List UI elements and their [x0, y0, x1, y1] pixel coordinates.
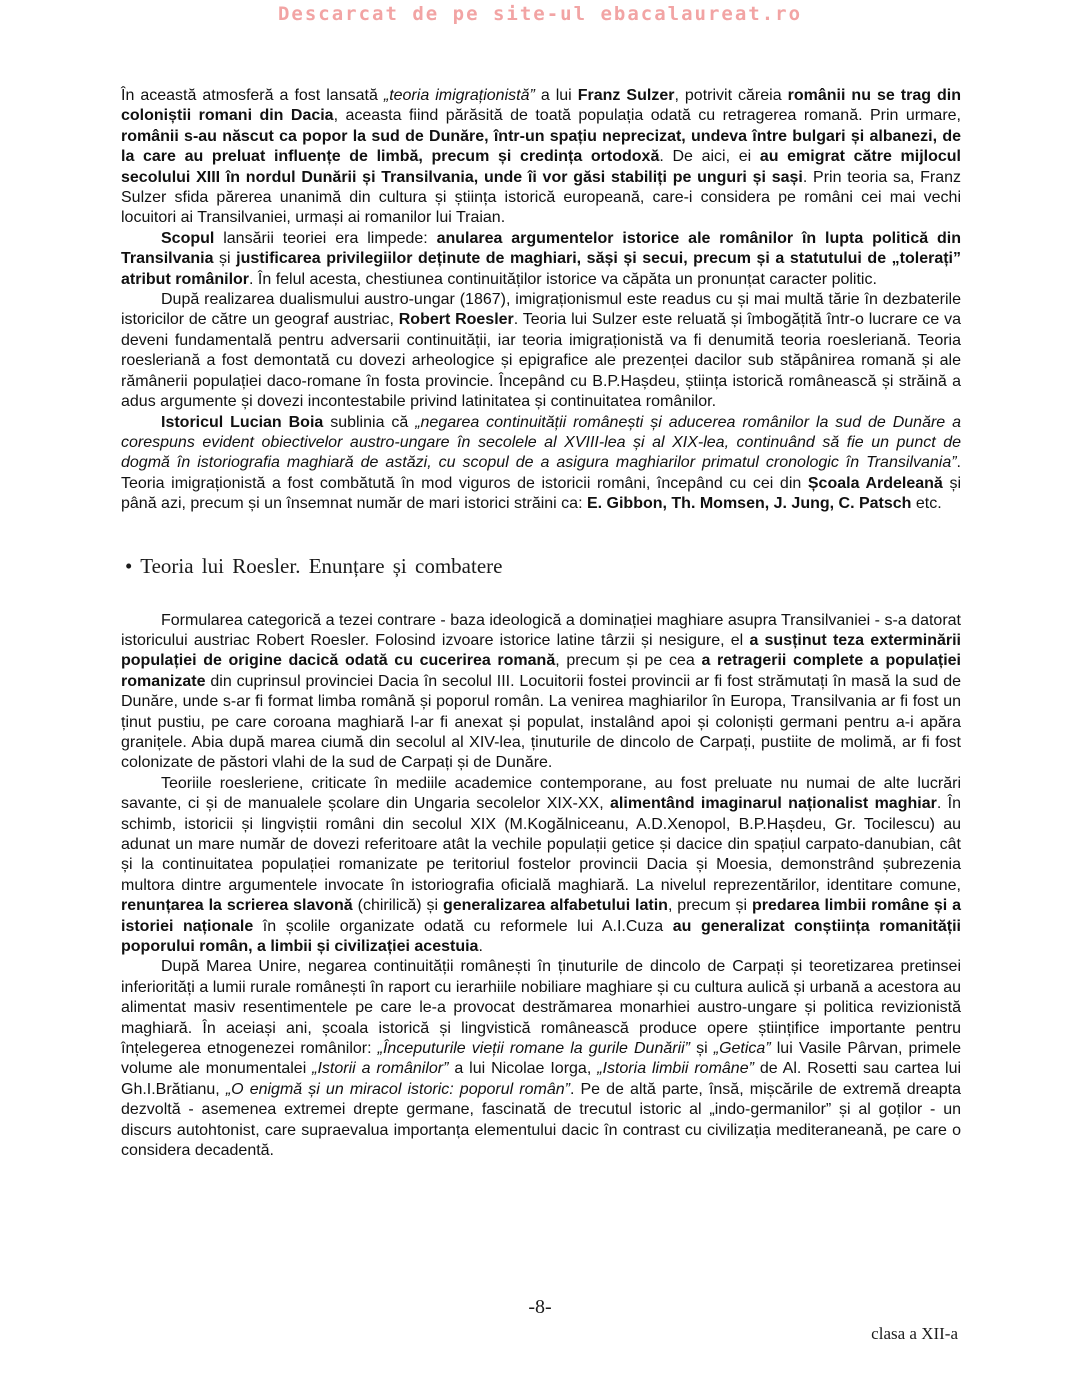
- text-run: . Pe de altă parte, însă, mișcările de extremă dreapta dezvoltă - asemenea extremei drepte germane, fascinată de trecutul istoric al „indo-germanilor” și al goților - un discurs autohtonist, care supraevalua importanța elementului dacic în contrast cu civilizația mediteraneană, pe care o considera decadentă.: [121, 1080, 962, 1160]
- document-body: [121, 86, 961, 1162]
- section-heading: [125, 553, 961, 579]
- text-run: „Istoria limbii române”: [597, 1060, 754, 1078]
- text-run: . În felul acesta, chestiunea continuităților istorice va căpăta un pronunțat caracter politic.: [249, 270, 877, 288]
- text-run: , precum și: [667, 897, 752, 915]
- paragraph: [121, 86, 961, 229]
- text-run: , aceasta fiind părăsită de toată populația odată cu retragerea romană. Prin urmare,: [333, 107, 962, 125]
- text-run: românii nu se trag din coloniștii romani din Dacia: [121, 87, 962, 125]
- text-run: . De aici, ei: [659, 148, 760, 166]
- text-run: și: [213, 250, 237, 268]
- text-run: . Prin teoria sa, Franz Sulzer sfida părerea unanimă din cultura și știința istorică europeană, care-i considera pe români cei mai vechi locuitori ai Transilvaniei, urmași ai romanilor lui Traian.: [121, 168, 961, 227]
- text-run: anularea argumentelor istorice ale românilor în lupta politică din Transilvania: [121, 229, 962, 268]
- text-run: din cuprinsul provinciei Dacia în secolul III. Locuitorii fostei provincii ar fi fost strămutați în masă la sud de Dunăre, unde s-ar fi format limba română și poporul român. La venirea maghiarilor în Europa, Transilvania ar fi fost un ținut pustiu, pe care coroana maghiară l-ar fi anexat și populat, instalând apoi și coloniști germani pentru a-i apăra granițele. Abia după marea ciumă din secolul al XIV-lea, ținuturile de dincolo de Carpați, pustiite de molimă, ar fi fost colonizate de păstori vlahi de la sud de Carpați și de Dunăre.: [121, 672, 961, 772]
- page-number: -8-: [528, 1296, 552, 1318]
- paragraph: [121, 957, 961, 1161]
- text-run: generalizarea alfabetului latin: [442, 897, 668, 915]
- text-run: lui Vasile Pârvan, primele volume ale monumentalei: [121, 1040, 962, 1078]
- text-run: a lui: [534, 87, 578, 104]
- paragraph: [121, 413, 961, 515]
- text-run: Franz Sulzer: [577, 87, 675, 104]
- text-run: Școala Ardeleană: [807, 474, 943, 492]
- text-run: etc.: [911, 495, 942, 513]
- text-run: • Teoria lui Roesler. Enunțare și combatere: [125, 553, 503, 578]
- text-run: „Începuturile vieții romane la gurile Dunării”: [377, 1040, 691, 1058]
- site-watermark: Descarcat de pe site-ul ebacalaureat.ro: [277, 3, 803, 25]
- text-run: și: [690, 1040, 714, 1058]
- paragraph: [121, 774, 961, 958]
- text-run: de Al. Rosetti sau cartea lui Gh.I.Brătianu,: [121, 1060, 962, 1098]
- text-run: sublinia că: [323, 413, 416, 431]
- text-run: .: [478, 938, 483, 956]
- text-run: Robert Roesler: [398, 311, 514, 329]
- paragraph: [121, 611, 961, 774]
- text-run: „Getica”: [713, 1040, 771, 1058]
- text-run: . Teoria imigraționistă a fost combătută în mod viguros de istoricii români, începând cu cei din: [121, 454, 961, 492]
- text-run: a lui Nicolae Iorga,: [448, 1060, 598, 1078]
- text-run: Formularea categorică a tezei contrare - baza ideologică a dominației maghiare asupra Transilvaniei - s-a datorat istoricului austriac Robert Roesler. Folosind izvoare istorice latine târzii și nesigure, el: [121, 611, 961, 649]
- text-run: a retragerii complete a populației romanizate: [121, 652, 961, 690]
- text-run: După Marea Unire, negarea continuității românești în ținuturile de dincolo de Carpați și teoretizarea pretinsei inferiorități a lumii rurale românești în raport cu ierarhiile nobiliare maghiare și cu cultura aulică și urbană a acestora au alimentat masiv resentimentele pe care le-a provocat destrămarea monarhiei austro-ungare și politica revizionistă maghiară. În aceiași ani, școala istorică și lingvistică românească produce opere științifice importante pentru înțelegerea etnogenezei românilor:: [121, 958, 961, 1058]
- text-run: . În schimb, istoricii și lingviștii români din secolul XIX (M.Kogălniceanu, A.D.Xenopol, B.P.Hașdeu, Gr. Tocilescu) au adunat un mare număr de dovezi referitoare atât la vechile populații getice și dacice din spațiul carpato-danubian, cât și la continuitatea populației romanizate pe teritoriul fostelor provincii Dacia și Moesia, demonstrând șubrezenia multora dintre argumentele invocate în istoriografia oficială maghiară. La nivelul reprezentărilor, identitare comune,: [121, 795, 962, 894]
- text-run: alimentând imaginarul naționalist maghiar: [610, 795, 937, 813]
- text-run: , potrivit căreia: [674, 87, 788, 104]
- text-run: românii s-au născut ca popor la sud de Dunăre, într-un spațiu neprecizat, undeva între bulgari și albanezi, de la care au preluat influențe de limbă, precum și credința ortodoxă: [121, 127, 961, 166]
- text-run: Teoriile roesleriene, criticate în mediile academice contemporane, au fost preluate nu numai de alte lucrări savante, ci și de manualele școlare din Ungaria secolelor XIX-XX,: [121, 774, 961, 813]
- text-run: „Istorii a românilor”: [312, 1060, 449, 1078]
- text-run: . Teoria lui Sulzer este reluată și îmbogățită într-o lucrare ce va deveni fundamentală pentru adversarii continuității, iar teoria imigraționistă va fi denumită teoria roesleriană. Teoria roesleriană a fost demontată cu dovezi arheologice și epigrafice ale prezenței dacilor sub stăpânirea romană și ale rămânerii populației daco-romane în fosta provincie. Începând cu B.P.Hașdeu, știința istorică românească și străină a adus argumente și dovezi incontestabile privind latinitatea și continuitatea românilor.: [121, 311, 962, 411]
- paragraph: [121, 229, 961, 290]
- paragraph: [121, 290, 961, 412]
- text-run: În această atmosferă a fost lansată: [121, 87, 384, 104]
- class-label: clasa a XII-a: [871, 1324, 958, 1343]
- text-run: justificarea privilegiilor deținute de maghiari, săși și secui, precum și a statutului de „tolerați” atribut românilor: [121, 250, 961, 288]
- text-run: „teoria imigraționistă”: [383, 87, 535, 104]
- text-run: (chirilică) și: [352, 897, 443, 915]
- text-run: au generalizat conștiința romanității poporului român, a limbii și civilizației acestuia: [121, 917, 961, 956]
- text-run: După realizarea dualismului austro-ungar (1867), imigraționismul este readus cu și mai multă tărie în dezbaterile istoricilor de către un geograf austriac,: [121, 291, 961, 329]
- text-run: „negarea continuității românești și aducerea românilor la sud de Dunăre a corespuns evident obiectivelor austro-ungare în secolele al XVIII-lea și al XIX-lea, continuând să fie un punct de dogmă în istoriografia maghiară de astăzi, cu scopul de a asigura maghiarilor primatul cronologic în Transilvania”: [121, 413, 962, 472]
- text-run: , precum și pe cea: [555, 652, 702, 670]
- text-run: au emigrat către mijlocul secolului XIII în nordul Dunării și Transilvania, unde îi vor găsi stabiliți pe unguri și sași: [121, 148, 961, 186]
- text-run: „O enigmă și un miracol istoric: poporul român”: [225, 1080, 570, 1098]
- text-run: renunțarea la scrierea slavonă: [121, 897, 353, 915]
- text-run: Scopul: [161, 229, 215, 247]
- text-run: predarea limbii române și a istoriei naționale: [121, 897, 962, 935]
- text-run: a susținut teza exterminării populației de origine dacică odată cu cucerirea romană: [121, 631, 961, 670]
- text-run: E. Gibbon, Th. Momsen, J. Jung, C. Patsch: [586, 495, 912, 513]
- text-run: Istoricul Lucian Boia: [161, 413, 324, 431]
- text-run: în școlile organizate odată cu reformele lui A.I.Cuza: [253, 917, 673, 935]
- text-run: lansării teoriei era limpede:: [214, 229, 437, 247]
- text-run: și până azi, precum și un însemnat număr de mari istorici străini ca:: [121, 474, 961, 513]
